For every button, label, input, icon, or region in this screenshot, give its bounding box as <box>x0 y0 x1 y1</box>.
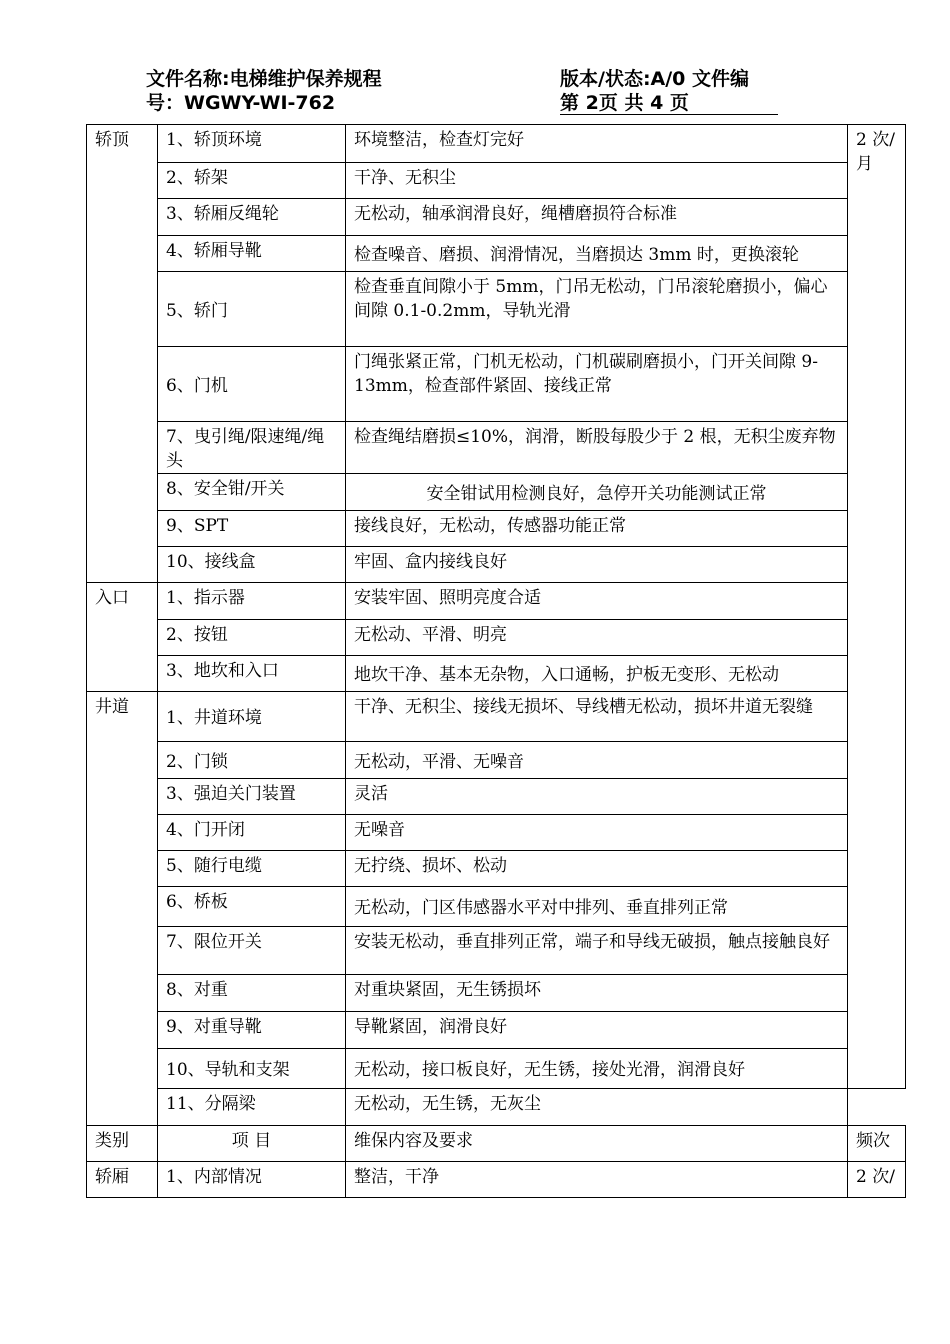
requirement-cell: 环境整洁，检查灯完好 <box>346 125 848 163</box>
requirement-cell: 检查绳结磨损≤10%，润滑，断股每股少于 2 根，无积尘废弃物 <box>346 422 848 474</box>
table-row <box>87 422 906 474</box>
table-row <box>87 125 906 163</box>
item-cell: 9、SPT <box>158 511 346 547</box>
table-header-row <box>87 1126 906 1162</box>
requirement-cell: 安全钳试用检测良好，急停开关功能测试正常 <box>346 474 848 511</box>
item-cell: 1、轿顶环境 <box>158 125 346 163</box>
doc-version: 版本/状态:A/0 文件编 <box>560 68 750 90</box>
item-cell: 10、接线盒 <box>158 547 346 583</box>
item-cell: 5、轿门 <box>158 272 346 347</box>
header-requirement: 维保内容及要求 <box>346 1126 848 1162</box>
item-cell: 4、门开闭 <box>158 815 346 851</box>
category-cell: 入口 <box>87 583 158 692</box>
table-row <box>87 620 906 656</box>
table-row <box>87 779 906 815</box>
item-cell: 7、限位开关 <box>158 927 346 975</box>
requirement-cell: 对重块紧固，无生锈损坏 <box>346 975 848 1012</box>
frequency-cell: 2 次/月 <box>848 125 906 1089</box>
item-cell: 6、门机 <box>158 347 346 422</box>
page-number: 第 2页 共 4 页 <box>560 92 689 114</box>
requirement-cell: 无松动，无生锈，无灰尘 <box>346 1089 848 1126</box>
table-row <box>87 975 906 1012</box>
table-row <box>87 474 906 511</box>
table-row <box>87 851 906 887</box>
item-cell: 8、对重 <box>158 975 346 1012</box>
table-row <box>87 1049 906 1089</box>
header-item: 项 目 <box>158 1126 346 1162</box>
requirement-cell: 安装无松动，垂直排列正常，端子和导线无破损，触点接触良好 <box>346 927 848 975</box>
requirement-cell: 检查噪音、磨损、润滑情况，当磨损达 3mm 时，更换滚轮 <box>346 236 848 272</box>
table-row <box>87 1162 906 1198</box>
table-row <box>87 815 906 851</box>
requirement-cell: 接线良好，无松动，传感器功能正常 <box>346 511 848 547</box>
table-row <box>87 163 906 199</box>
category-cell: 轿厢 <box>87 1162 158 1198</box>
requirement-cell: 灵活 <box>346 779 848 815</box>
item-cell: 3、强迫关门装置 <box>158 779 346 815</box>
item-cell: 6、桥板 <box>158 887 346 927</box>
header-frequency: 频次 <box>848 1126 906 1162</box>
item-cell: 8、安全钳/开关 <box>158 474 346 511</box>
doc-number: 号：WGWY-WI-762 <box>146 92 336 114</box>
header-category: 类别 <box>87 1126 158 1162</box>
table-row <box>87 927 906 975</box>
requirement-cell: 整洁，干净 <box>346 1162 848 1198</box>
requirement-cell: 安装牢固、照明亮度合适 <box>346 583 848 620</box>
item-cell: 4、轿厢导靴 <box>158 236 346 272</box>
requirement-cell: 干净、无积尘 <box>346 163 848 199</box>
category-cell: 轿顶 <box>87 125 158 583</box>
item-cell: 9、对重导靴 <box>158 1012 346 1049</box>
requirement-cell: 检查垂直间隙小于 5mm，门吊无松动，门吊滚轮磨损小，偏心间隙 0.1-0.2mm，导轨光滑 <box>346 272 848 347</box>
item-cell: 1、井道环境 <box>158 692 346 742</box>
item-cell: 5、随行电缆 <box>158 851 346 887</box>
maintenance-table <box>86 124 906 1198</box>
table-row <box>87 742 906 779</box>
item-cell: 11、分隔梁 <box>158 1089 346 1126</box>
table-row <box>87 547 906 583</box>
item-cell: 1、指示器 <box>158 583 346 620</box>
table-row <box>87 511 906 547</box>
item-cell: 3、轿厢反绳轮 <box>158 199 346 236</box>
header-rule <box>560 114 778 115</box>
table-row <box>87 347 906 422</box>
item-cell: 2、按钮 <box>158 620 346 656</box>
requirement-cell: 无松动，门区伟感器水平对中排列、垂直排列正常 <box>346 887 848 927</box>
item-cell: 7、曳引绳/限速绳/绳头 <box>158 422 346 474</box>
item-cell: 10、导轨和支架 <box>158 1049 346 1089</box>
table-row <box>87 272 906 347</box>
frequency-cell: 2 次/ <box>848 1162 906 1198</box>
requirement-cell: 无松动，轴承润滑良好，绳槽磨损符合标准 <box>346 199 848 236</box>
table-row <box>87 692 906 742</box>
table-row <box>87 583 906 620</box>
item-cell: 3、地坎和入口 <box>158 656 346 692</box>
item-cell: 1、内部情况 <box>158 1162 346 1198</box>
requirement-cell: 无拧绕、损坏、松动 <box>346 851 848 887</box>
requirement-cell: 门绳张紧正常，门机无松动，门机碳刷磨损小，门开关间隙 9-13mm，检查部件紧固、接线正常 <box>346 347 848 422</box>
item-cell: 2、门锁 <box>158 742 346 779</box>
category-cell: 井道 <box>87 692 158 1126</box>
requirement-cell: 无松动、平滑、明亮 <box>346 620 848 656</box>
requirement-cell: 牢固、盒内接线良好 <box>346 547 848 583</box>
requirement-cell: 干净、无积尘、接线无损坏、导线槽无松动，损坏井道无裂缝 <box>346 692 848 742</box>
table-row <box>87 236 906 272</box>
requirement-cell: 地坎干净、基本无杂物，入口通畅，护板无变形、无松动 <box>346 656 848 692</box>
requirement-cell: 无噪音 <box>346 815 848 851</box>
table-row <box>87 1089 906 1126</box>
requirement-cell: 无松动，平滑、无噪音 <box>346 742 848 779</box>
table-row <box>87 199 906 236</box>
table-row <box>87 1012 906 1049</box>
requirement-cell: 导靴紧固，润滑良好 <box>346 1012 848 1049</box>
item-cell: 2、轿架 <box>158 163 346 199</box>
doc-title: 文件名称:电梯维护保养规程 <box>146 68 382 90</box>
requirement-cell: 无松动，接口板良好，无生锈，接处光滑，润滑良好 <box>346 1049 848 1089</box>
table-row <box>87 887 906 927</box>
table-row <box>87 656 906 692</box>
